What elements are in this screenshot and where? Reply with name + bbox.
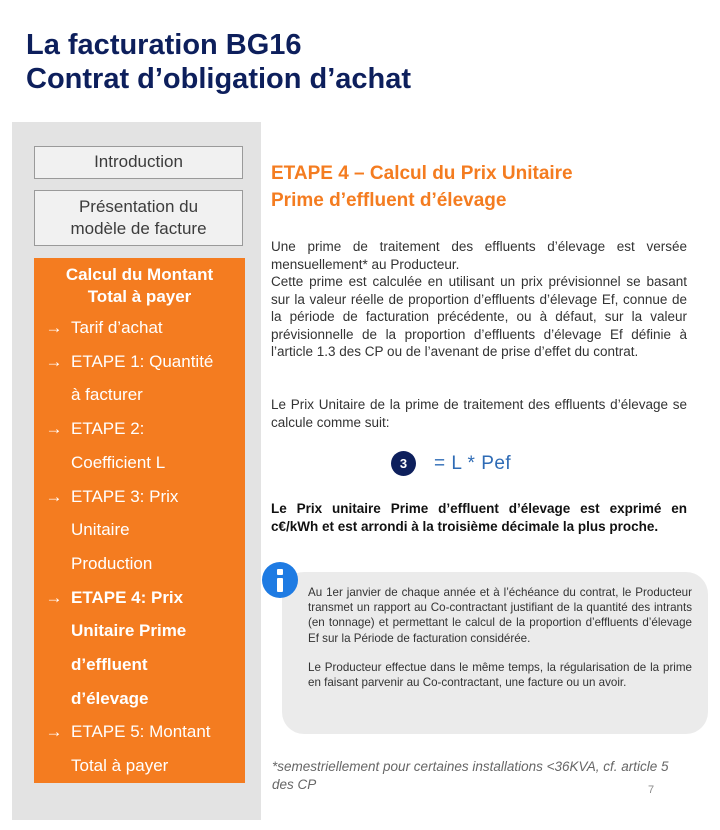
step-etape-5[interactable]: [34, 715, 245, 782]
formula: [391, 451, 511, 476]
nav-introduction[interactable]: [34, 146, 243, 179]
nav-presentation-label-2: modèle de facture: [70, 219, 207, 238]
nav-calcul-montant[interactable]: [34, 258, 245, 783]
step-label: ETAPE 1: Quantité: [71, 351, 214, 371]
page-title: [26, 28, 706, 96]
footnote: *semestriellement pour certaines installations <36KVA, cf. article 5 des CP: [272, 759, 669, 792]
nav-presentation-label-1: Présentation du: [78, 197, 199, 216]
step-label: Coefficient L: [71, 452, 166, 472]
step-label: ETAPE 4: Prix: [71, 587, 184, 607]
page-title-line-1: La facturation BG16: [26, 29, 302, 61]
step-etape-1[interactable]: [34, 345, 245, 412]
step-label: d’élevage: [71, 688, 149, 708]
arrow-right-icon: →: [45, 351, 63, 371]
step-etape-4[interactable]: [34, 581, 245, 716]
paragraph-prix-unitaire: Le Prix Unitaire de la prime de traitement des effluents d’élevage se calcule comme suit:: [271, 397, 687, 430]
info-paragraph-regularisation: Le Producteur effectue dans le même temps, la régularisation de la prime en faisant parvenir au Co-contractant, une facture ou un avoir.: [308, 660, 692, 690]
step-etape-2[interactable]: [34, 412, 245, 479]
steps-list: [34, 311, 245, 783]
step-label: Unitaire Prime: [71, 621, 187, 641]
step-tarif-achat[interactable]: [34, 311, 245, 345]
arrow-right-icon: →: [45, 486, 63, 506]
step-label: d’effluent: [71, 655, 148, 675]
step-title-line-1: ETAPE 4 – Calcul du Prix Unitaire: [271, 163, 573, 184]
step-title: [271, 160, 687, 214]
paragraph-arrondi: Le Prix unitaire Prime d’effluent d’élevage est exprimé en c€/kWh et est arrondi à la troisième décimale la plus proche.: [271, 501, 687, 534]
formula-text: = L * Pef: [434, 452, 512, 474]
nav-introduction-label: Introduction: [94, 152, 183, 171]
arrow-right-icon: →: [45, 722, 63, 742]
step-label: Production: [71, 553, 153, 573]
step-label: à facturer: [71, 385, 143, 405]
formula-number-badge: 3: [391, 451, 416, 476]
step-etape-3[interactable]: [34, 480, 245, 581]
arrow-right-icon: →: [45, 419, 63, 439]
arrow-right-icon: →: [45, 587, 63, 607]
info-text: [308, 585, 692, 690]
nav-section-title-line-1: Calcul du Montant: [65, 265, 214, 284]
page-number: 7: [648, 784, 655, 796]
page-title-line-2: Contrat d’obligation d’achat: [26, 63, 412, 95]
step-label: ETAPE 2:: [71, 419, 145, 439]
intro-paragraphs: [271, 238, 687, 361]
nav-presentation[interactable]: [34, 190, 243, 246]
arrow-right-icon: →: [45, 318, 63, 337]
info-icon: [262, 562, 298, 598]
paragraph-calcul: Cette prime est calculée en utilisant un prix prévisionnel se basant sur la valeur réelle de proportion d’effluents d’élevage Ef, connue de la période de facturation précédente, ou à défaut, sur la valeur prévisionnelle de la proportion d’effluents d’élevage Ef définie à l’article 1.3 des CP ou de l’avenant de prise d’effet du contrat.: [271, 274, 687, 359]
step-title-line-2: Prime d’effluent d’élevage: [271, 190, 507, 211]
nav-section-title: [34, 264, 245, 308]
info-paragraph-rapport: Au 1er janvier de chaque année et à l’échéance du contrat, le Producteur transmet un rapport au Co-contractant justifiant de la quantité des intrants (en tonnage) et permettant le calcul de la proportion d’effluents d’élevage Ef sur la Période de facturation considérée.: [308, 586, 692, 645]
step-label: ETAPE 3: Prix: [71, 486, 179, 506]
step-label: Tarif d’achat: [71, 318, 163, 337]
paragraph-prime: Une prime de traitement des effluents d’élevage est versée mensuellement* au Producteur.: [271, 239, 687, 272]
step-label: ETAPE 5: Montant: [71, 722, 211, 742]
step-label: Unitaire: [71, 520, 130, 540]
nav-section-title-line-2: Total à payer: [87, 287, 192, 306]
step-label: Total à payer: [71, 756, 169, 776]
